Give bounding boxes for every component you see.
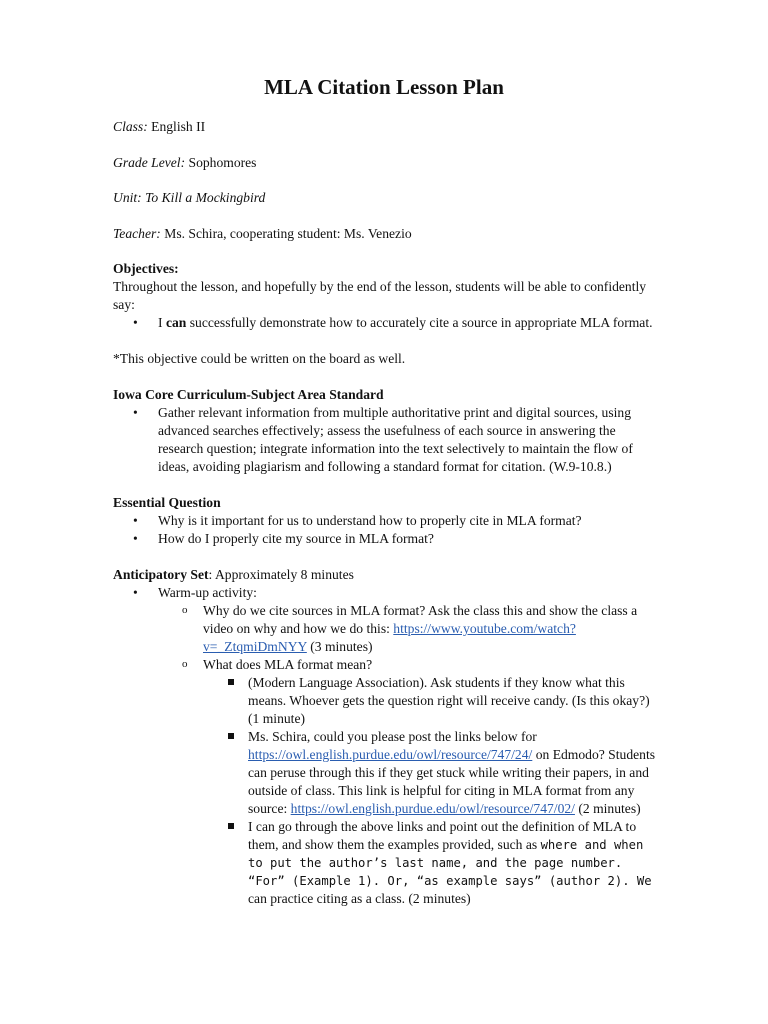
sub2-text: What does MLA format mean? — [203, 657, 373, 672]
list-item: • How do I properly cite my source in MLA format? — [113, 530, 658, 548]
list-item — [203, 728, 658, 818]
list-item — [203, 818, 658, 908]
page-title: MLA Citation Lesson Plan — [264, 75, 504, 99]
anticipatory-time: : Approximately 8 minutes — [208, 567, 354, 582]
grade-field — [113, 154, 658, 172]
grade-value: Sophomores — [185, 154, 257, 170]
anticipatory-line — [113, 566, 658, 584]
item2-mid: on Edmodo? Students can peruse through this if they get stuck while writing their papers, in and outside of class. This link is helpful for citing in MLA format from any source: — [248, 747, 656, 816]
youtube-link[interactable]: https://www.youtube.com/watch?v=_ZtqmiDmNYY — [203, 621, 576, 654]
list-item — [158, 602, 658, 656]
item2-tail: (2 minutes) — [574, 801, 641, 816]
class-field — [113, 118, 658, 136]
class-label: Class: — [113, 119, 148, 134]
warmup-label: Warm-up activity: — [158, 585, 257, 600]
list-item — [113, 584, 658, 908]
anticipatory-list — [113, 584, 658, 908]
class-value: English II — [147, 119, 206, 134]
item3-b: where and when to put the author’s last name, and the page number. “For” (Example 1). Or, “as example says” (author 2). We — [248, 838, 652, 888]
item3-a: I can go through the above links and point out the definition of MLA to them, and show them the examples provided, such as — [248, 819, 637, 852]
unit-value: To Kill a Mockingbird — [141, 190, 266, 205]
essential-list — [113, 512, 658, 548]
objective-bold: can — [165, 315, 187, 330]
objectives-note: *This objective could be written on the board as well. — [113, 351, 406, 366]
objective-rest: successfully demonstrate how to accurately cite a source in appropriate MLA format. — [186, 315, 653, 330]
list-item: (Modern Language Association). Ask students if they know what this means. Whoever gets the question right will receive candy. (Is this okay?) (1 minute) — [203, 674, 658, 728]
objectives-intro: Throughout the lesson, and hopefully by the end of the lesson, students will be able to confidently say: — [113, 279, 647, 312]
sub1-tail: (3 minutes) — [306, 639, 373, 654]
standard-list — [113, 404, 658, 476]
essential-heading: Essential Question — [113, 495, 221, 510]
standard-heading: Iowa Core Curriculum-Subject Area Standard — [113, 387, 384, 402]
mla-sublist — [203, 674, 658, 908]
list-item: • Gather relevant information from multiple authoritative print and digital sources, using advanced searches effectively; assess the usefulness of each source in answering the research question; integrate information into the text selectively to maintain the flow of ideas, avoiding plagiarism and following a standard format for citation. (W.9-10.8.) — [113, 404, 658, 476]
warmup-sublist — [158, 602, 658, 908]
unit-label: Unit: — [113, 190, 142, 205]
teacher-label: Teacher: — [113, 225, 161, 241]
purdue-link-02[interactable]: https://owl.english.purdue.edu/owl/resource/747/02/ — [290, 801, 575, 816]
teacher-value: Ms. Schira, cooperating student: Ms. Venezio — [160, 225, 412, 241]
sub1-text: Why do we cite sources in MLA format? Ask the class this and show the class a video on why and how we do this: — [203, 603, 638, 636]
list-item: • Why is it important for us to understand how to properly cite in MLA format? — [113, 512, 658, 530]
purdue-link-24[interactable]: https://owl.english.purdue.edu/owl/resource/747/24/ — [248, 747, 533, 762]
lesson-body — [113, 118, 658, 908]
objectives-heading: Objectives: — [113, 261, 179, 276]
unit-field — [113, 189, 658, 207]
list-item — [113, 314, 658, 332]
list-item — [158, 656, 658, 908]
objectives-list — [113, 314, 658, 332]
item2-pre: Ms. Schira, could you please post the links below for — [248, 729, 537, 744]
anticipatory-heading: Anticipatory Set — [113, 567, 209, 582]
item3-c: can practice citing as a class. (2 minutes) — [248, 891, 471, 906]
teacher-field — [113, 225, 658, 243]
objective-pre: I — [158, 315, 166, 330]
grade-label: Grade Level: — [113, 154, 186, 170]
